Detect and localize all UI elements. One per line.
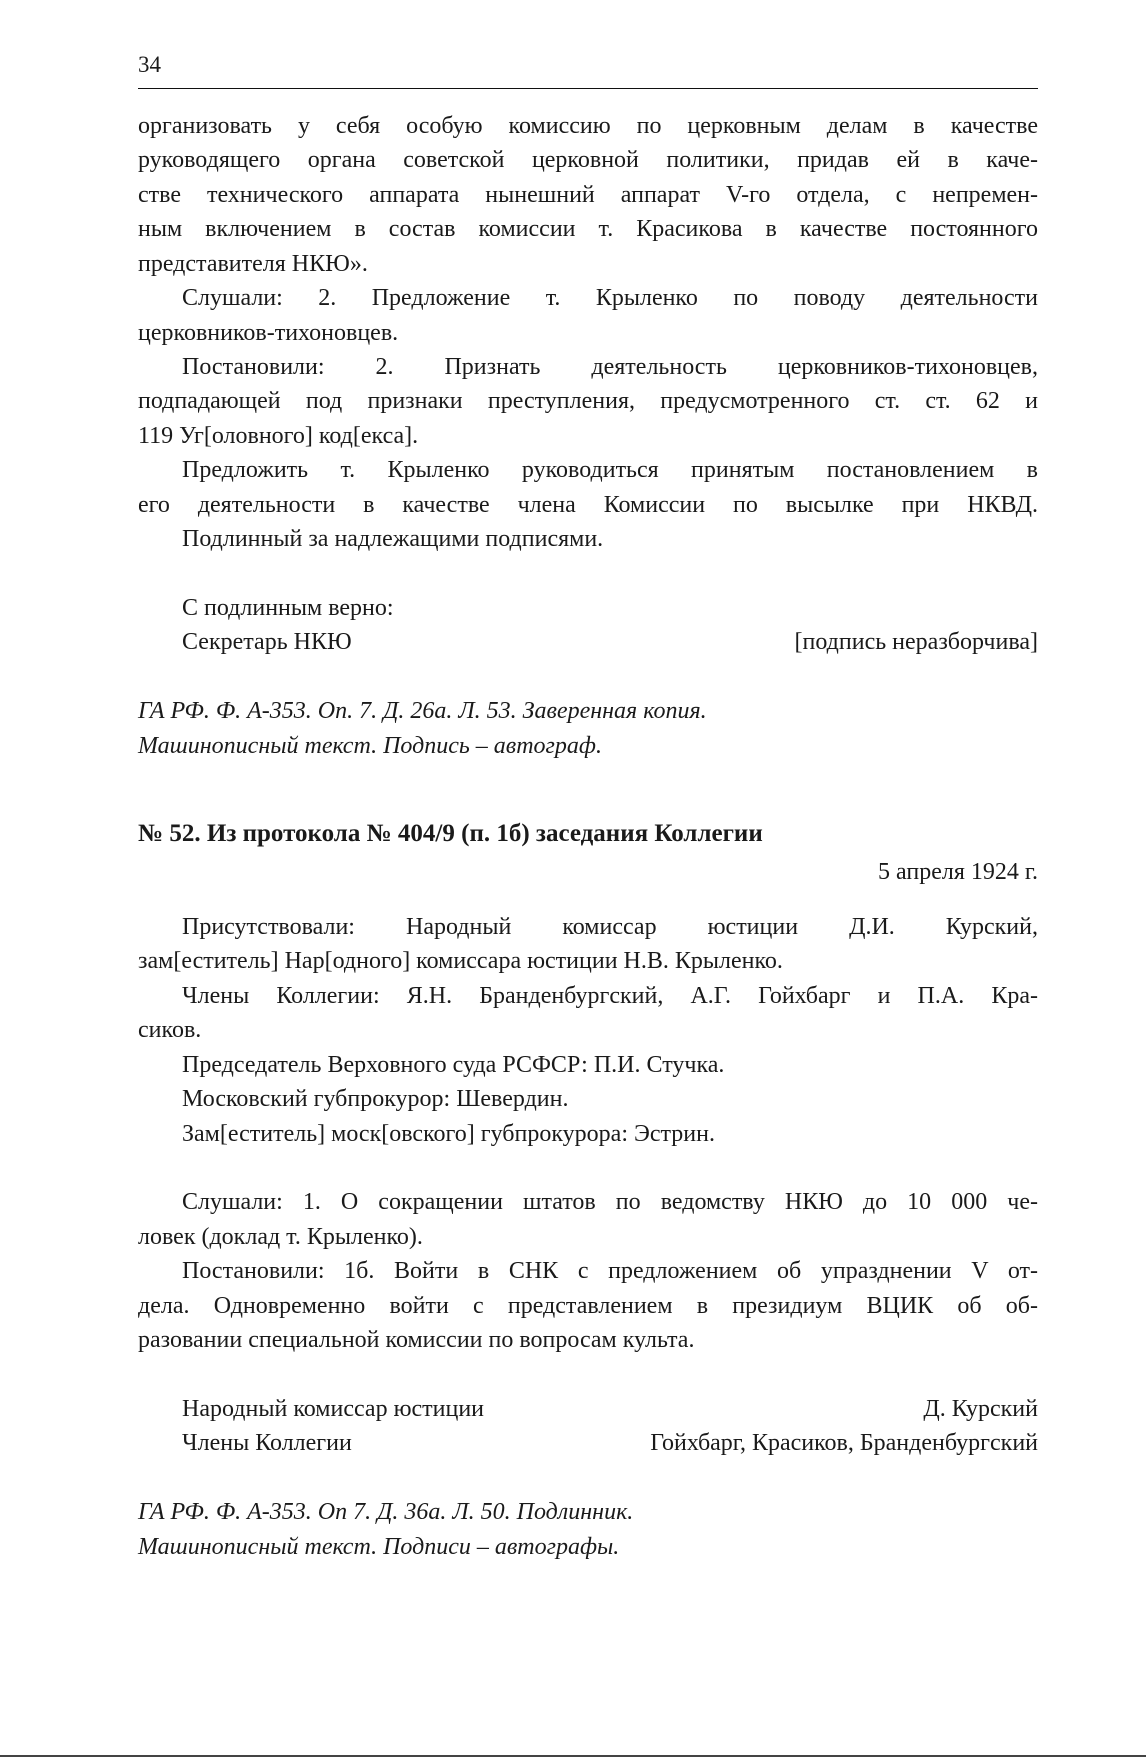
text-line: дела. Одновременно войти с представлением в президиум ВЦИК об об- — [138, 1292, 1038, 1319]
text-line: 119 Уг[оловного] код[екса]. — [138, 422, 419, 449]
text-line: его деятельности в качестве члена Комиссии по высылке при НКВД. — [138, 491, 1038, 518]
blank-line — [138, 1151, 1038, 1185]
text-line: Присутствовали: Народный комиссар юстиции Д.И. Курский, — [182, 914, 1038, 940]
archive-reference-line: ГА РФ. Ф. А-353. Оп. 7. Д. 26а. Л. 53. Заверенная копия. — [138, 698, 707, 725]
archive-reference-line: ГА РФ. Ф. А-353. Оп 7. Д. 36а. Л. 50. Подлинник. — [138, 1499, 634, 1526]
text-line: организовать у себя особую комиссию по церковным делам в качестве — [138, 113, 1038, 139]
text-line: С подлинным верно: — [182, 594, 394, 621]
text-line: представителя НКЮ». — [138, 250, 368, 277]
text-line: ным включением в состав комиссии т. Красикова в качестве постоянного — [138, 216, 1038, 243]
signature-title: Секретарь НКЮ — [182, 629, 352, 656]
archive-reference-line: Машинописный текст. Подпись – автограф. — [138, 732, 602, 759]
blank-line — [138, 1461, 1038, 1495]
text-block-decision-continuation — [138, 109, 1038, 763]
text-line: Председатель Верховного суда РСФСР: П.И. Стучка. — [182, 1051, 725, 1078]
text-line: церковников-тихоновцев. — [138, 319, 399, 346]
blank-line — [138, 660, 1038, 694]
archive-reference-line: Машинописный текст. Подписи – автографы. — [138, 1533, 620, 1560]
text-block-protocol — [138, 910, 1038, 1564]
signature-title: Народный комиссар юстиции — [182, 1395, 485, 1422]
signature-line — [138, 1392, 1038, 1426]
text-line: руководящего органа советской церковной политики, придав ей в каче- — [138, 147, 1038, 174]
page-edge-rule — [0, 1755, 1146, 1757]
document-date: 5 апреля 1924 г. — [878, 859, 1038, 885]
signature-title: Члены Коллегии — [182, 1430, 352, 1457]
text-line: стве технического аппарата нынешний аппарат V-го отдела, с непремен- — [138, 181, 1038, 208]
text-line: зам[еститель] Нар[одного] комиссара юстиции Н.В. Крыленко. — [138, 948, 783, 975]
text-line: сиков. — [138, 1017, 202, 1044]
text-line: Постановили: 2. Признать деятельность церковников-тихоновцев, — [182, 353, 1038, 380]
text-line: подпадающей под признаки преступления, предусмотренного ст. ст. 62 и — [138, 388, 1038, 415]
signature-name: [подпись неразборчива] — [794, 629, 1038, 656]
document-heading: № 52. Из протокола № 404/9 (п. 1б) заседания Коллегии — [138, 820, 763, 847]
text-line: Московский губпрокурор: Шевердин. — [182, 1086, 569, 1113]
text-line: Слушали: 2. Предложение т. Крыленко по поводу деятельности — [182, 285, 1038, 312]
text-line: разовании специальной комиссии по вопросам культа. — [138, 1327, 695, 1354]
text-line: Слушали: 1. О сокращении штатов по ведомству НКЮ до 10 000 че- — [182, 1189, 1038, 1216]
signature-name: Гойхбарг, Красиков, Бранденбургский — [650, 1430, 1038, 1457]
header-rule — [138, 88, 1038, 89]
signature-name: Д. Курский — [923, 1395, 1038, 1422]
signature-line — [138, 1426, 1038, 1460]
text-line: ловек (доклад т. Крыленко). — [138, 1223, 423, 1250]
text-line: Зам[еститель] моск[овского] губпрокурора: Эстрин. — [182, 1120, 715, 1147]
text-line: Предложить т. Крыленко руководиться принятым постановлением в — [182, 457, 1038, 484]
text-line: Постановили: 1б. Войти в СНК с предложением об упразднении V от- — [182, 1258, 1038, 1285]
text-line: Подлинный за надлежащими подписями. — [182, 526, 604, 553]
blank-line — [138, 556, 1038, 590]
signature-line — [138, 625, 1038, 659]
page-number: 34 — [138, 52, 161, 77]
blank-line — [138, 1357, 1038, 1391]
text-line: Члены Коллегии: Я.Н. Бранденбургский, А.Г. Гойхбарг и П.А. Кра- — [182, 982, 1038, 1009]
